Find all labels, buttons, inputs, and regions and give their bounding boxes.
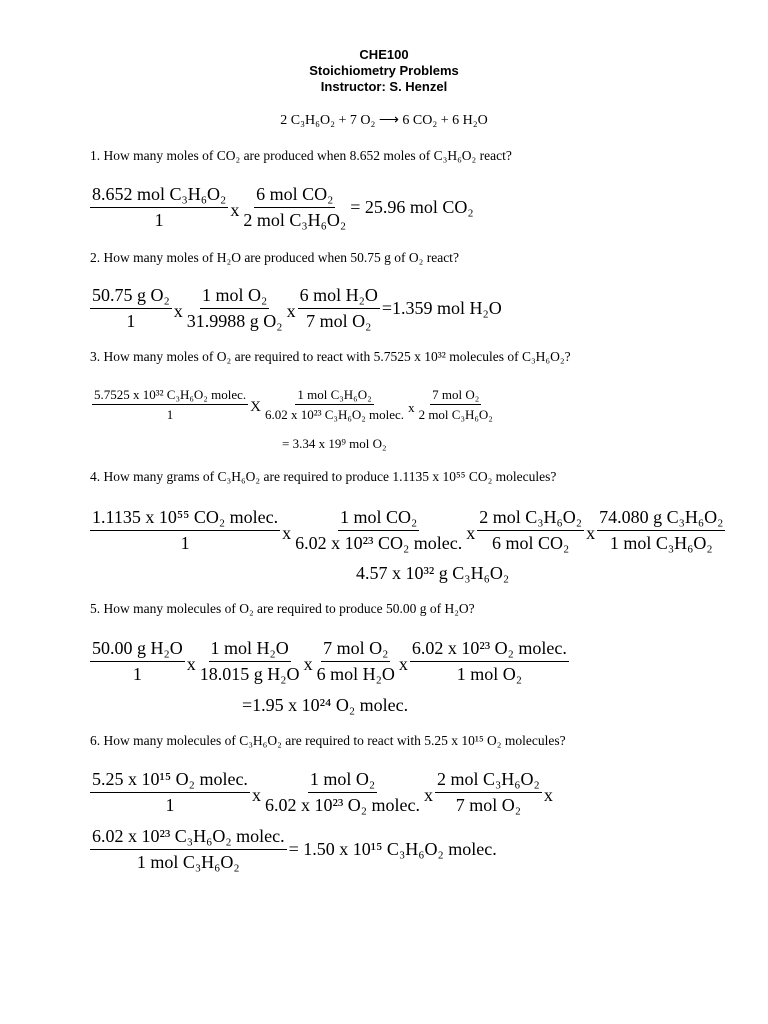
denominator: 18.015 g H₂O <box>199 664 300 684</box>
numerator: 8.652 mol C₃H₆O₂ <box>90 182 228 208</box>
denominator: 6 mol H₂O <box>316 664 395 684</box>
denominator: 6.02 x 10²³ C₃H₆O₂ molec. <box>264 407 405 422</box>
result: = 1.50 x 10¹⁵ C₃H₆O₂ molec. <box>288 839 497 859</box>
fraction <box>185 283 285 334</box>
question-1: 1. How many moles of CO₂ are produced when 8.652 moles of C₃H₆O₂ react? <box>90 148 512 163</box>
fraction <box>90 505 280 556</box>
fraction <box>293 505 464 556</box>
multiply-sign: x <box>282 523 292 543</box>
multiply-sign: x <box>173 301 183 321</box>
solution-6-line-2 <box>90 824 499 875</box>
multiply-sign: x <box>408 400 415 415</box>
denominator: 1 <box>166 407 174 422</box>
question-5: 5. How many molecules of O₂ are required to produce 50.00 g of H₂O? <box>90 601 475 616</box>
fraction <box>241 182 348 233</box>
multiply-sign: x <box>230 200 240 220</box>
solution-3 <box>92 385 495 424</box>
denominator: 6 mol CO₂ <box>491 533 570 553</box>
solution-5 <box>90 636 569 687</box>
denominator: 6.02 x 10²³ O₂ molec. <box>264 795 420 815</box>
multiply-sign: x <box>424 785 433 805</box>
question-4: 4. How many grams of C₃H₆O₂ are required to produce 1.1135 x 10⁵⁵ CO₂ molecules? <box>90 469 557 484</box>
question-2: 2. How many moles of H₂O are produced when 50.75 g of O₂ react? <box>90 250 459 265</box>
fraction <box>198 636 302 687</box>
denominator: 6.02 x 10²³ CO₂ molec. <box>295 533 463 553</box>
solution-2 <box>90 283 504 334</box>
numerator: 6 mol H₂O <box>298 283 380 309</box>
denominator: 1 mol C₃H₆O₂ <box>136 852 240 872</box>
numerator: 7 mol O₂ <box>321 636 390 662</box>
denominator: 7 mol O₂ <box>306 311 372 331</box>
numerator: 2 mol C₃H₆O₂ <box>435 767 542 793</box>
fraction <box>90 283 172 334</box>
fraction <box>477 505 584 556</box>
multiply-sign: x <box>543 785 553 805</box>
question-6: 6. How many molecules of C₃H₆O₂ are required to react with 5.25 x 10¹⁵ O₂ molecules? <box>90 733 566 748</box>
numerator: 5.7525 x 10³² C₃H₆O₂ molec. <box>92 385 248 405</box>
multiply-sign: x <box>286 301 296 321</box>
numerator: 1 mol CO₂ <box>338 505 419 531</box>
result: =1.359 mol H₂O <box>381 298 502 318</box>
denominator: 1 <box>180 533 190 553</box>
fraction <box>298 283 380 334</box>
document-title: Stoichiometry Problems <box>309 63 459 78</box>
denominator: 1 mol O₂ <box>456 664 523 684</box>
numerator: 5.25 x 10¹⁵ O₂ molec. <box>90 767 250 793</box>
numerator: 6.02 x 10²³ O₂ molec. <box>410 636 569 662</box>
fraction <box>263 385 406 424</box>
denominator: 31.9988 g O₂ <box>186 311 283 331</box>
denominator: 1 <box>154 210 164 230</box>
numerator: 1.1135 x 10⁵⁵ CO₂ molec. <box>90 505 280 531</box>
numerator: 1 mol C₃H₆O₂ <box>295 385 373 405</box>
denominator: 1 <box>165 795 175 815</box>
fraction <box>263 767 422 818</box>
fraction <box>597 505 725 556</box>
denominator: 2 mol C₃H₆O₂ <box>418 407 493 422</box>
fraction <box>435 767 542 818</box>
solution-4 <box>90 505 725 556</box>
question-3: 3. How many moles of O₂ are required to react with 5.7525 x 10³² molecules of C₃H₆O₂? <box>90 349 571 364</box>
numerator: 2 mol C₃H₆O₂ <box>477 505 584 531</box>
numerator: 74.080 g C₃H₆O₂ <box>597 505 725 531</box>
fraction <box>417 385 495 424</box>
denominator: 7 mol O₂ <box>455 795 522 815</box>
multiply-sign: x <box>251 785 261 805</box>
numerator: 1 mol H₂O <box>209 636 291 662</box>
numerator: 50.00 g H₂O <box>90 636 185 662</box>
fraction <box>410 636 569 687</box>
multiply-sign: X <box>250 399 261 415</box>
result-3: = 3.34 x 19⁹ mol O₂ <box>282 436 387 451</box>
instructor-name: Instructor: S. Henzel <box>320 79 448 94</box>
result: = 25.96 mol CO₂ <box>350 197 474 217</box>
solution-6-line-1 <box>90 767 555 818</box>
fraction <box>90 636 185 687</box>
fraction <box>90 182 228 233</box>
numerator: 1 mol O₂ <box>308 767 377 793</box>
course-code: CHE100 <box>359 47 409 62</box>
numerator: 7 mol O₂ <box>430 385 481 405</box>
fraction <box>315 636 397 687</box>
multiply-sign: x <box>303 654 313 674</box>
denominator: 1 <box>132 664 142 684</box>
fraction <box>90 824 287 875</box>
multiply-sign: x <box>186 654 196 674</box>
denominator: 2 mol C₃H₆O₂ <box>243 210 347 230</box>
numerator: 6 mol CO₂ <box>254 182 335 208</box>
result-5: =1.95 x 10²⁴ O₂ molec. <box>242 695 409 715</box>
solution-1 <box>90 182 476 233</box>
fraction <box>92 385 248 424</box>
numerator: 1 mol O₂ <box>200 283 269 309</box>
reaction-equation: 2 C₃H₆O₂ + 7 O₂ ⟶ 6 CO₂ + 6 H₂O <box>280 113 488 128</box>
denominator: 1 <box>126 311 136 331</box>
result-4: 4.57 x 10³² g C₃H₆O₂ <box>356 563 510 583</box>
denominator: 1 mol C₃H₆O₂ <box>609 533 713 553</box>
numerator: 50.75 g O₂ <box>90 283 172 309</box>
multiply-sign: x <box>586 523 596 543</box>
numerator: 6.02 x 10²³ C₃H₆O₂ molec. <box>90 824 287 850</box>
fraction <box>90 767 250 818</box>
multiply-sign: x <box>466 523 476 543</box>
multiply-sign: x <box>398 654 408 674</box>
